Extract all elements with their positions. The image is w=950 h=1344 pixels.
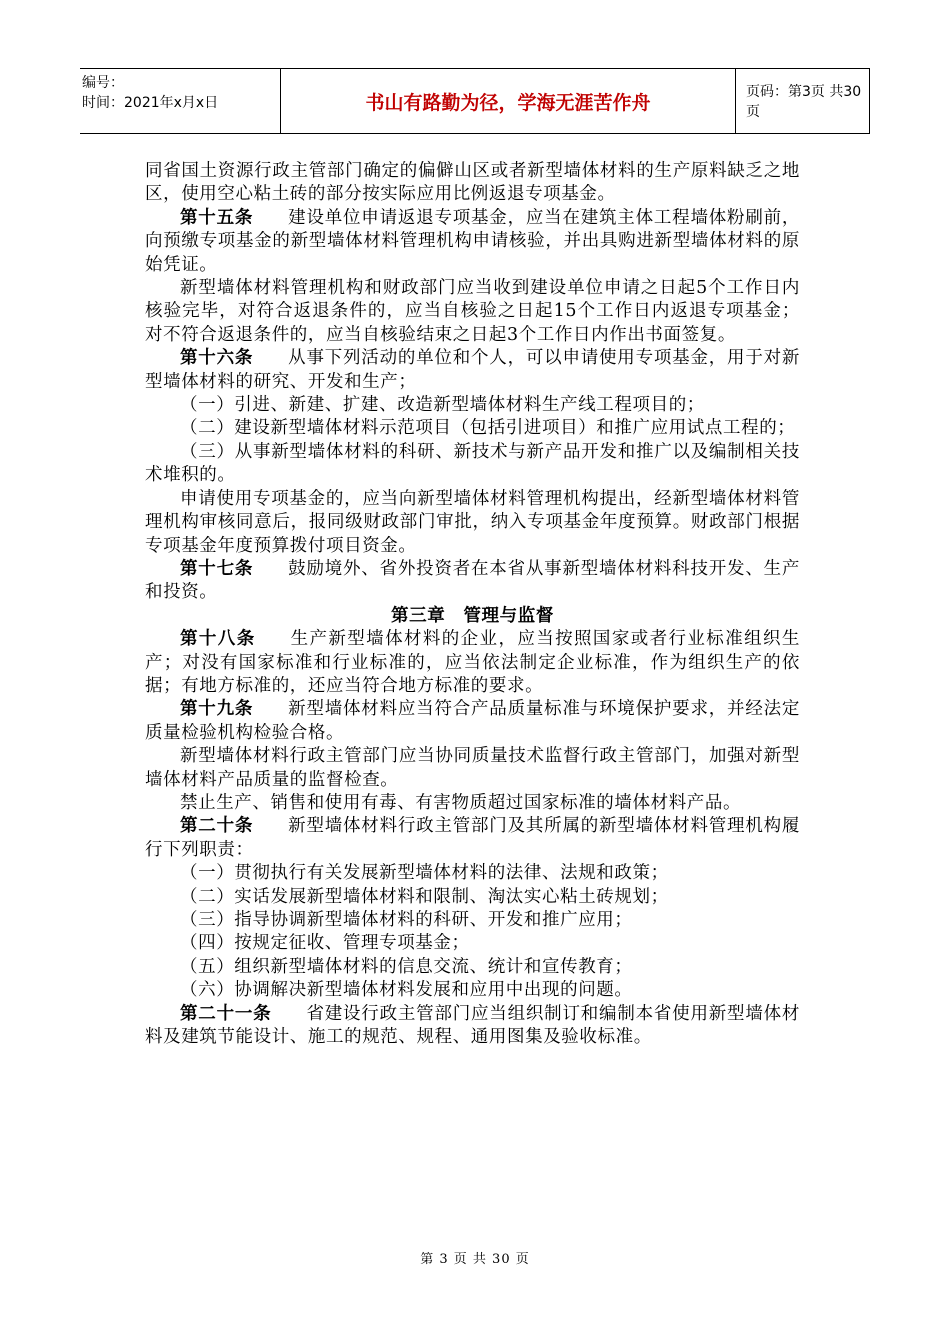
article-number: 第十五条 [180,207,254,228]
article-number: 第十八条 [180,629,256,650]
paragraph-text: （一）贯彻执行有关发展新型墙体材料的法律、法规和政策； [180,863,669,884]
body-paragraph [145,932,800,955]
body-paragraph [145,488,800,558]
paragraph-text: 新型墙体材料管理机构和财政部门应当收到建设单位申请之日起5个工作日内核验完毕，对符合返退条件的，应当自核验之日起15个工作日内返退专项基金；对不符合返退条件的，应当自核验结束之日起3个工作日内作出书面签复。 [145,278,800,345]
body-paragraph [145,417,800,440]
paragraph-text: （三）指导协调新型墙体材料的科研、开发和推广应用； [180,910,633,930]
paragraph-text: （四）按规定征收、管理专项基金； [180,933,470,954]
chapter-heading: 第三章 管理与监督 [391,605,554,626]
paragraph-text: 新型墙体材料应当符合产品质量标准与环境保护要求，并经法定质量检验机构检验合格。 [145,699,800,743]
body-paragraph [145,909,800,932]
article-number: 第十九条 [180,699,254,720]
paragraph-text: 申请使用专项基金的，应当向新型墙体材料管理机构提出，经新型墙体材料管理机构审核同意后，报同级财政部门审批，纳入专项基金年度预算。财政部门根据专项基金年度预算拨付项目资金。 [145,488,800,556]
paragraph-text: 省建设行政主管部门应当组织制订和编制本省使用新型墙体材料及建筑节能设计、施工的规范、规程、通用图集及验收标准。 [145,1003,800,1048]
paragraph-text: （二）建设新型墙体材料示范项目（包括引进项目）和推广应用试点工程的； [180,418,796,439]
paragraph-text: 从事下列活动的单位和个人，可以申请使用专项基金，用于对新型墙体材料的研究、开发和生产； [145,348,800,392]
paragraph-text: 建设单位申请返退专项基金，应当在建筑主体工程墙体粉刷前，向预缴专项基金的新型墙体材料管理机构申请核验，并出具购进新型墙体材料的原始凭证。 [145,207,800,275]
paragraph-text: 禁止生产、销售和使用有毒、有害物质超过国家标准的墙体材料产品。 [180,792,742,813]
paragraph-text: 生产新型墙体材料的企业，应当按照国家或者行业标准组织生产；对没有国家标准和行业标准的，应当依法制定企业标准，作为组织生产的依据；有地方标准的，还应当符合地方标准的要求。 [145,629,800,696]
header-page-number: 页码：第3页 共30页 [746,84,862,120]
article-number: 第十六条 [180,348,254,369]
article-number: 第二十条 [180,816,254,837]
article-paragraph [145,628,800,698]
header-meta [80,69,280,133]
article-paragraph [145,207,800,277]
paragraph-text: 新型墙体材料行政主管部门及其所属的新型墙体材料管理机构履行下列职责： [145,816,800,860]
paragraph-text: （一）引进、新建、扩建、改造新型墙体材料生产线工程项目的； [180,395,705,416]
body-paragraph [145,441,800,488]
paragraph-text: 同省国土资源行政主管部门确定的偏僻山区或者新型墙体材料的生产原料缺乏之地区，使用空心粘土砖的部分按实际应用比例返退专项基金。 [145,161,800,205]
body-paragraph [145,745,800,792]
paragraph-text: （二）实话发展新型墙体材料和限制、淘汰实心粘土砖规划； [180,886,669,907]
article-paragraph [145,347,800,394]
body-paragraph [145,394,800,417]
article-number: 第二十一条 [180,1003,272,1024]
document-body [145,160,800,1049]
paragraph-text: （三）从事新型墙体材料的科研、新技术与新产品开发和推广以及编制相关技术堆积的。 [145,441,800,486]
body-paragraph [145,956,800,979]
body-paragraph [145,792,800,815]
page-header [80,68,870,134]
body-paragraph [145,277,800,347]
body-paragraph [145,160,800,207]
paragraph-text: 鼓励境外、省外投资者在本省从事新型墙体材料科技开发、生产和投资。 [145,558,800,603]
document-time-label: 时间：2021年x月x日 [82,95,219,111]
article-number: 第十七条 [180,558,254,579]
body-paragraph [145,886,800,909]
article-paragraph [145,1003,800,1050]
page-footer: 第 3 页 共 30 页 [420,1252,530,1267]
body-paragraph [145,979,800,1002]
header-motto: 书山有路勤为径，学海无涯苦作舟 [280,69,736,133]
paragraph-text: （五）组织新型墙体材料的信息交流、统计和宣传教育； [180,956,633,977]
document-number-label: 编号： [82,75,124,91]
article-paragraph [145,815,800,862]
body-paragraph [145,862,800,885]
paragraph-text: （六）协调解决新型墙体材料发展和应用中出现的问题。 [180,980,633,1001]
article-paragraph [145,698,800,745]
paragraph-text: 新型墙体材料行政主管部门应当协同质量技术监督行政主管部门，加强对新型墙体材料产品质量的监督检查。 [145,746,800,790]
article-paragraph [145,558,800,605]
